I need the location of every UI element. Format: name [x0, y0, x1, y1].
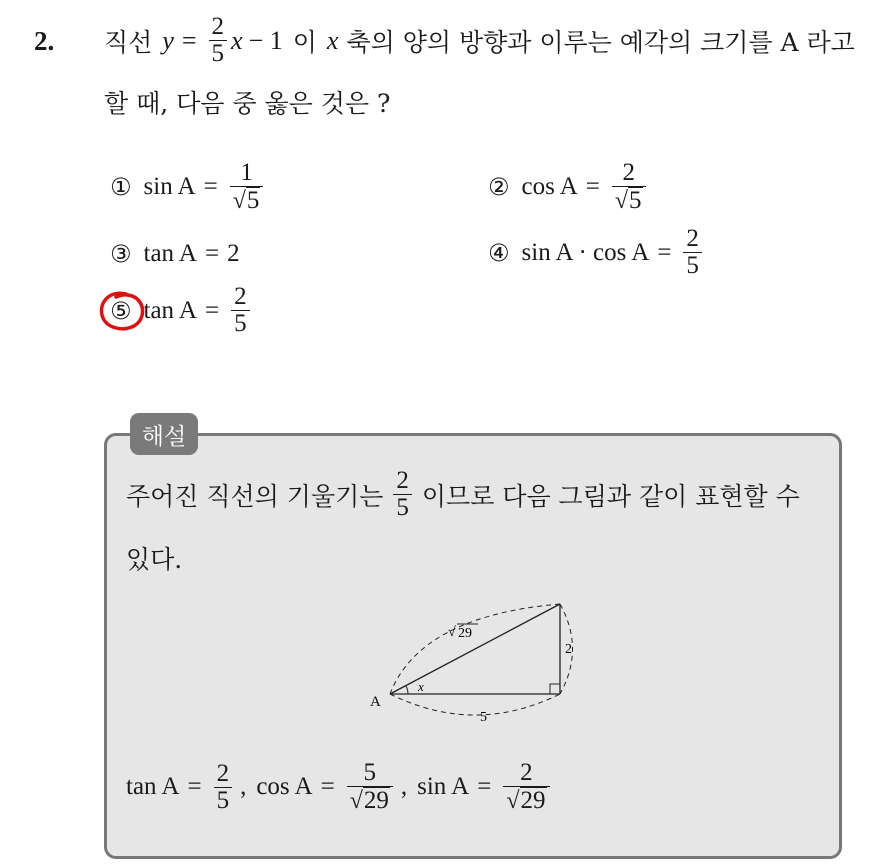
formula-eq: = — [477, 773, 492, 801]
choice-fraction — [230, 160, 264, 215]
formula-numerator: 2 — [520, 759, 533, 786]
question-number: 2. — [34, 26, 55, 56]
choice-numerator: 2 — [234, 283, 247, 310]
choice-lhs: tan A — [143, 296, 197, 324]
slope-numerator: 2 — [211, 13, 225, 40]
choice-lhs: cos A — [521, 173, 578, 201]
answer-circle-stroke — [102, 293, 143, 329]
triangle-hypotenuse — [390, 604, 560, 694]
formula-lhs: sin A — [417, 773, 470, 801]
eq-tail: − 1 — [248, 25, 283, 55]
solution-text: 이므로 다음 그림과 같이 표현할 수 — [421, 481, 800, 511]
solution-line-1 — [126, 468, 800, 522]
solution-slope-numerator: 2 — [396, 467, 409, 494]
formula-eq: = — [187, 773, 202, 801]
sqrt-value: 5 — [246, 187, 260, 215]
choice-denominator: 5 — [683, 252, 702, 279]
solution-tag: 해설 — [130, 413, 198, 455]
question-line-2 — [104, 84, 390, 120]
choice-numerator: 1 — [240, 159, 253, 186]
choice-numerator: 2 — [622, 159, 635, 186]
choice-eq: = — [657, 238, 672, 266]
hypotenuse-radical: √ — [448, 625, 456, 640]
sqrt-value: 5 — [629, 187, 642, 215]
formula-denominator: √ 29 — [503, 786, 549, 814]
triangle-diagram — [360, 596, 600, 726]
formula-fraction — [214, 761, 233, 815]
slope-denominator: 5 — [209, 40, 228, 67]
solution-text: 있다. — [126, 545, 183, 574]
question-text: 축의 양의 방향과 이루는 예각의 크기를 A 라고 — [346, 27, 855, 57]
vertex-label: A — [370, 694, 381, 710]
solution-slope-fraction — [393, 468, 412, 522]
formula-lhs: tan A — [126, 773, 180, 801]
right-angle-mark — [550, 684, 560, 694]
formula-eq: = — [320, 773, 335, 801]
eq-y: y — [162, 25, 174, 55]
choice-1[interactable] — [110, 160, 267, 215]
formula-separator: , — [400, 773, 408, 801]
sqrt-value: 29 — [363, 787, 389, 815]
choice-denominator: 5 — [231, 310, 250, 337]
choice-3[interactable] — [110, 240, 240, 268]
choice-mark: ⑤ — [110, 296, 132, 325]
slope-fraction — [209, 14, 228, 68]
height-label: 2 — [565, 642, 572, 657]
choice-lhs: tan A — [143, 240, 197, 267]
solution-slope-denominator: 5 — [393, 494, 412, 521]
formula-denominator: √ 29 — [347, 786, 393, 814]
angle-arc — [406, 686, 408, 694]
question-text: 이 — [292, 27, 317, 57]
choice-eq: = — [203, 173, 218, 201]
choice-mark: ③ — [110, 240, 132, 268]
choice-mark: ④ — [488, 238, 510, 267]
choice-mark: ① — [110, 173, 132, 202]
base-brace — [390, 694, 560, 715]
choice-eq: = — [204, 296, 220, 324]
base-label: 5 — [480, 710, 487, 725]
choice-denominator: √ 5 — [230, 186, 264, 214]
formula-fraction — [503, 760, 549, 815]
solution-line-2 — [126, 540, 182, 576]
solution-text: 주어진 직선의 기울기는 — [126, 481, 384, 511]
choice-mark: ② — [488, 173, 510, 202]
choice-fraction — [612, 160, 646, 215]
angle-label: x — [418, 679, 424, 694]
sqrt-value: 29 — [520, 787, 546, 815]
choice-lhs: sin A · cos A — [521, 238, 650, 266]
choice-denominator: √ 5 — [612, 186, 646, 214]
formula-numerator: 2 — [216, 759, 230, 787]
formula-fraction — [347, 760, 393, 815]
choice-numerator: 2 — [686, 225, 699, 252]
formula-lhs: cos A — [256, 773, 313, 801]
eq-x: x — [231, 25, 243, 55]
hypotenuse-label: 29 — [458, 626, 472, 641]
choice-fraction — [231, 284, 250, 338]
choice-value: 2 — [227, 240, 240, 267]
choice-eq: = — [204, 240, 220, 267]
choice-2[interactable] — [488, 160, 650, 215]
axis-x: x — [326, 25, 339, 55]
choice-lhs: sin A — [143, 173, 196, 201]
question-text: 직선 — [104, 27, 153, 57]
question-line-1 — [104, 14, 855, 68]
question-text: 할 때, 다음 중 옳은 것은 ? — [104, 89, 391, 118]
choice-eq: = — [585, 173, 600, 201]
formula-separator: , — [240, 773, 247, 801]
choice-4[interactable] — [488, 226, 706, 280]
solution-formulas — [126, 760, 554, 815]
formula-denominator: 5 — [214, 787, 233, 814]
formula-numerator: 5 — [363, 759, 377, 786]
choice-fraction — [683, 226, 702, 280]
answer-circle-mark — [96, 288, 150, 336]
eq-equals: = — [181, 25, 197, 55]
